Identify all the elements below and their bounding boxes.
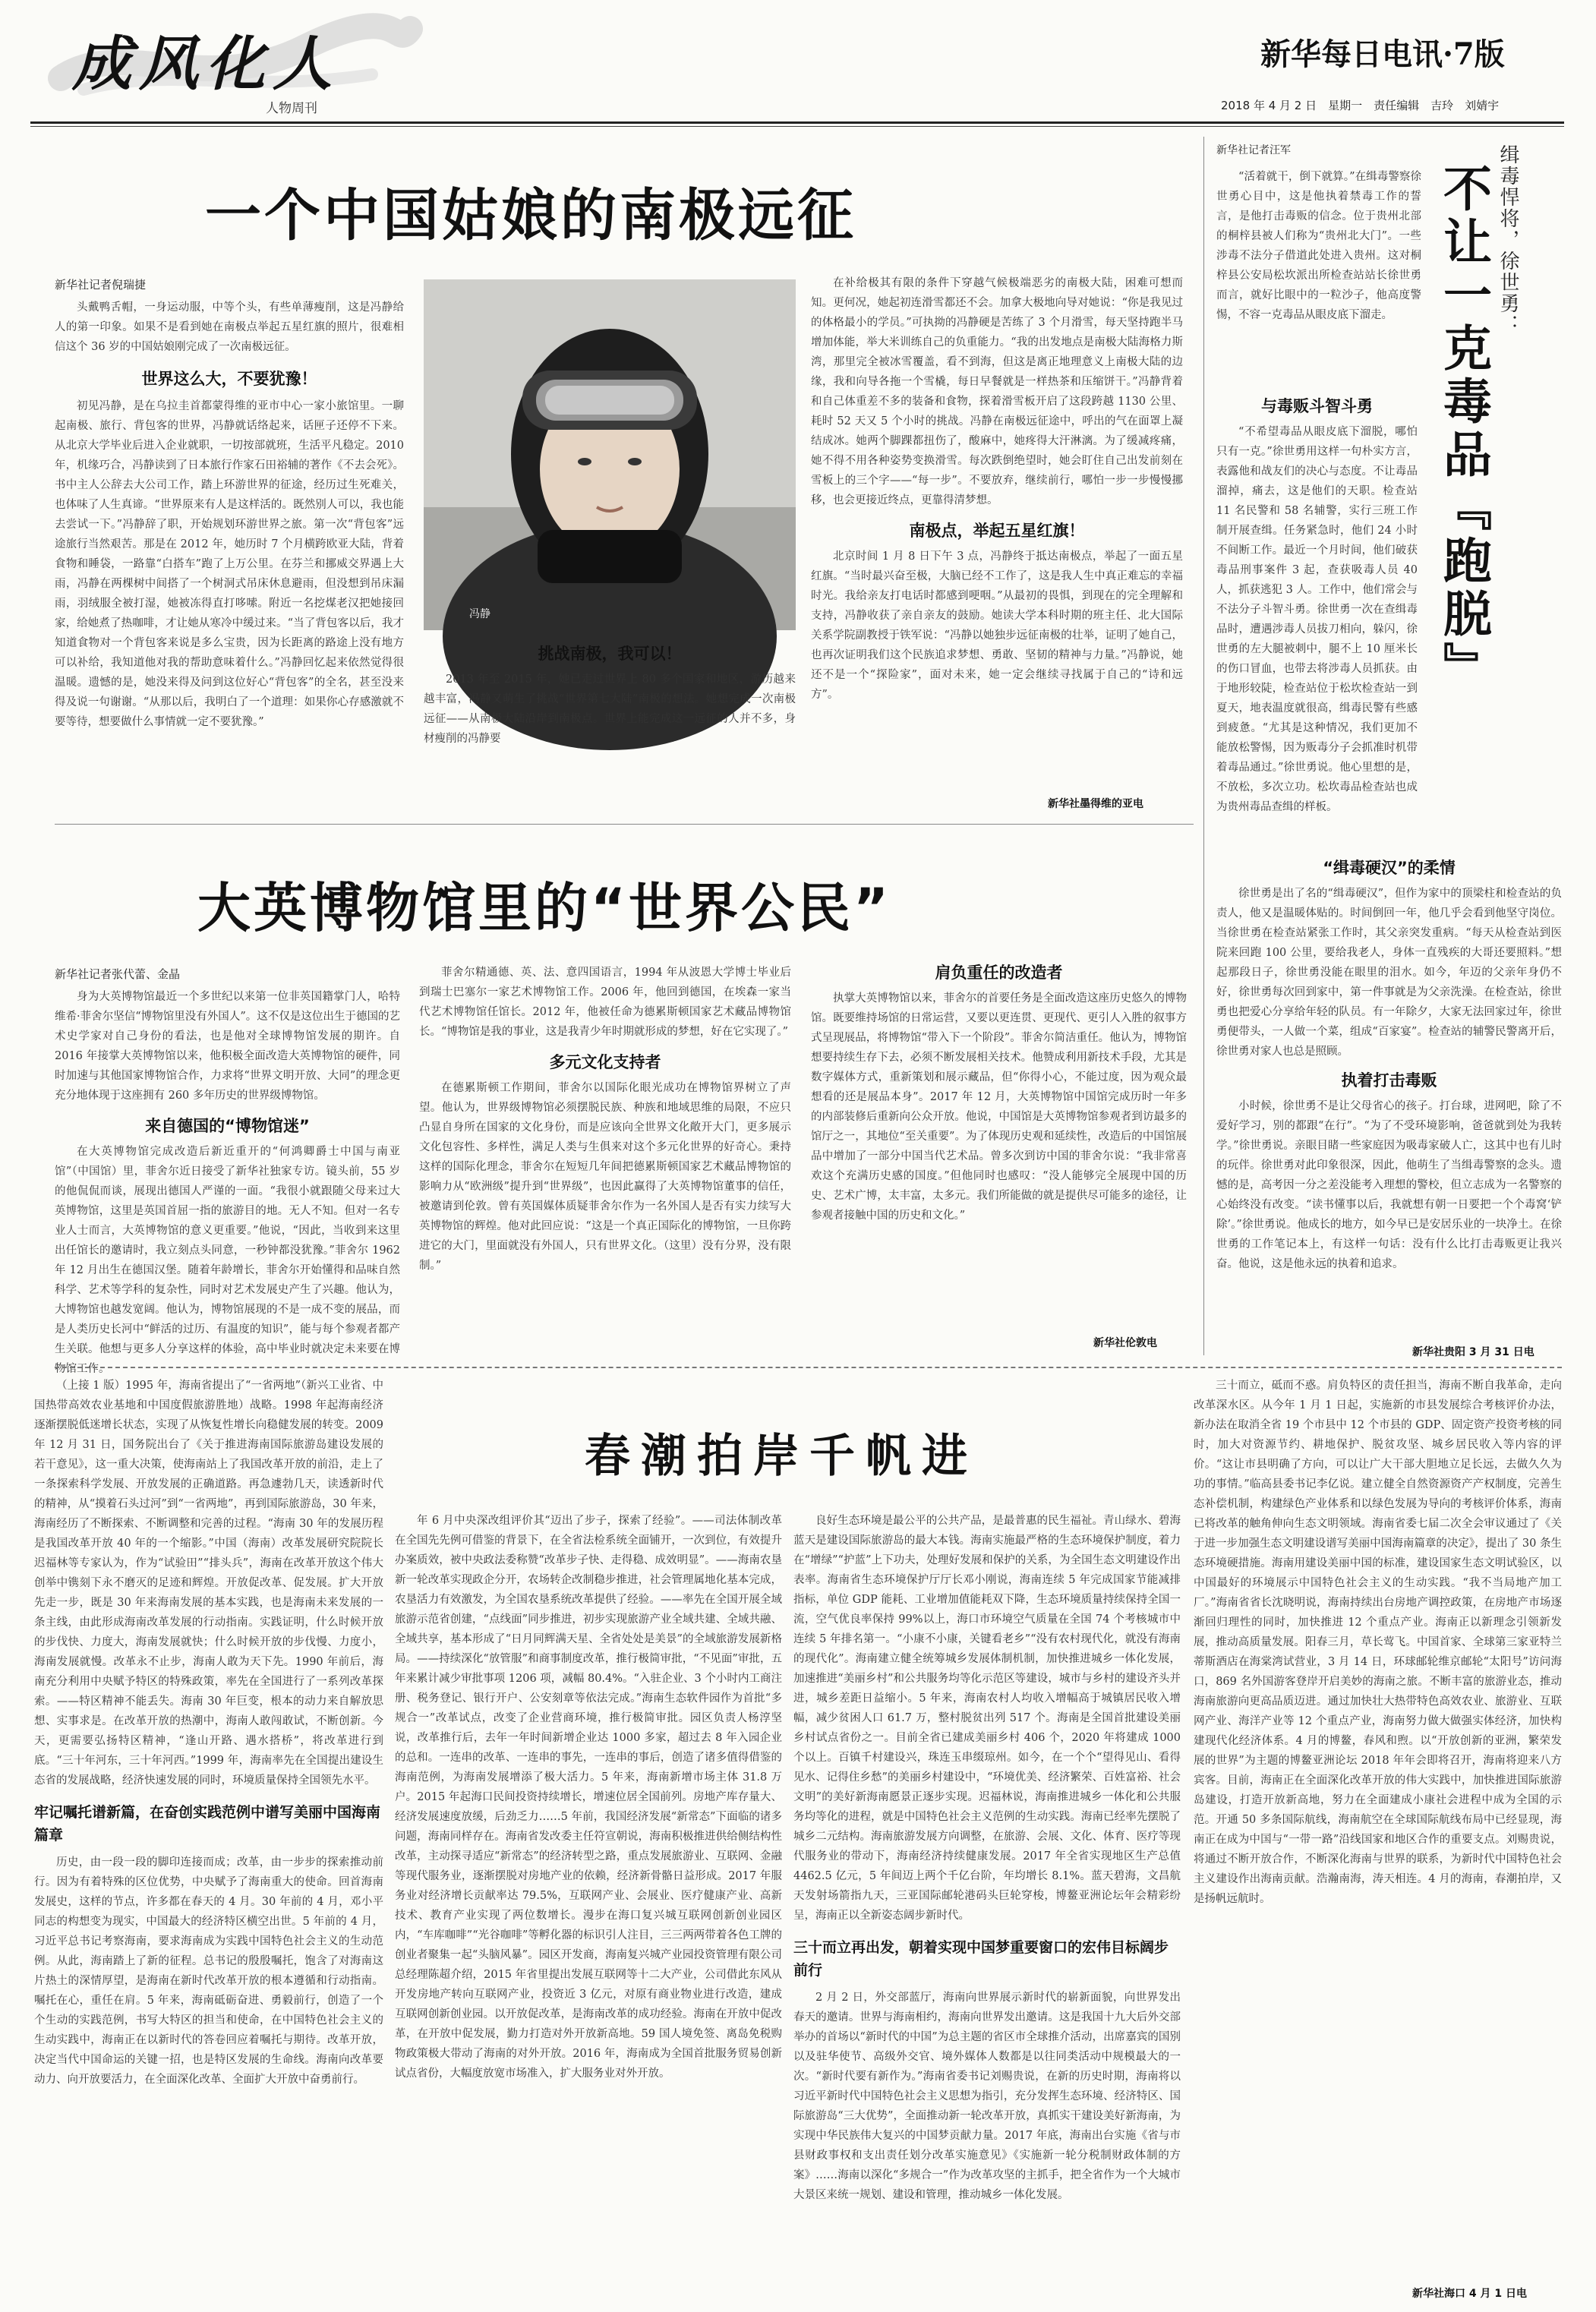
article2-lead: “活着就干，倒下就算。”在缉毒警察徐世勇心目中，这是他执着禁毒工作的誓言，是他打击毒贩的信念。位于贵州北部的桐梓县被人们称为“贵州北大门”。一些涉毒不法分子借道此处进入贵州。这对桐梓县公安局松坎派出所检查站站长徐世勇而言，就好比眼中的一粒沙子，他高度警惕，不容一克毒品从眼皮底下溜走。 [1216,171,1421,321]
article4-col1 [395,1511,782,2283]
article3-byline: 新华社记者张代蕾、金晶 [55,967,181,981]
article1-lead: 头戴鸭舌帽，一身运动服，中等个头，有些单薄瘦削，这是冯静给人的第一印象。如果不是看到她在南极点举起五星红旗的照片，很难相信这个 36 岁的中国姑娘刚完成了一次南极远征。 [55,301,404,353]
article4-title: 春潮拍岸千帆进 [585,1430,978,1483]
article3-col1-body: 在大英博物馆完成改造后新近重开的“何鸿卿爵士中国与南亚馆”（中国馆）里，菲舍尔近日接受了新华社独家专访。镜头前，55 岁的他侃侃而谈，展现出德国人严谨的一面。“我很小就跟随父母来过大英博物馆，这里是英国首屈一指的旅游目的地。无人不知。但对一名专业人士而言，大英博物馆的意义更重要。”他说，“因此，当收到来这里出任馆长的邀请时，我立刻点头同意，一秒钟都没犹豫。”菲舍尔 1962 年 12 月出生在德国汉堡。随着年龄增长，菲舍尔开始懂得和品味自然科学、艺术等学科的复杂性，同时对艺术发展史产生了兴趣。他认为，大博物馆也越发宽阔。他认为，博物馆展现的不是一成不变的展品，而是人类历史长河中“鲜活的过历、有温度的知识”，能与每个参观者都产生关联。他想与更多人分享这样的体验，高中毕业时就决定未来要在博物馆工作。 [55,1146,400,1375]
article1-col1-body: 初见冯静，是在乌拉圭首都蒙得维的亚市中心一家小旅馆里。一聊起南极、旅行、背包客的世界，冯静就话络起来，话匣子还停不下来。从北京大学毕业后进入企业就职，一切按部就班，生活平凡稳定。2010 年，机缘巧合，冯静读到了日本旅行作家石田裕辅的著作《不去会死》。书中主人公辞去大公司工作，踏上环游世界的征途，经历过生死难关，也体味了人生真谛。“世界原来有人是这样活的。既然别人可以，我也能去尝试一下。”冯静辞了职，开始规划环游世界之旅。第一次“背包客”远途旅行当然艰苦。那是在 2012 年，她历时 7 个月横跨欧亚大陆，背着食物和睡袋，一路靠“白搭车”跑了上万公里。在芬兰和挪威交界遇上大雨，冯静在两棵树中间搭了一个树洞式吊床休息避雨，但没想到吊床漏雨，羽绒服全被打湿，她被冻得直打哆嗦。附近一名挖煤老汉把她接回家，给她煮了热咖啡，才让她从寒冷中缓过来。“当了背包客以后，我才知道食物对一个背包客来说是多么宝贵，因为长距离的路途上没有地方可以补给，我知道他对我的帮助意味着什么。”冯静回忆起来依然觉得很温暖。遗憾的是，她没来得及问到这位好心“背包客”的全名，甚至没来得及说一句谢谢。“从那以后，我明白了一个道理：如果你心存感激就不要等待，想要做什么事情就一定不要犹豫。” [55,400,404,728]
right-column-divider [1203,137,1204,1355]
column-subtitle: 人物周刊 [266,101,317,116]
date-line: 2018 年 4 月 2 日 星期一 责任编辑 吉玲 刘婧宇 [1221,99,1500,112]
article2-col2-body: “不希望毒品从眼皮底下溜脱，哪怕只有一克。”徐世勇用这样一句朴实方言，表露他和战友们的决心与态度。不让毒品溜掉，痛去，这是他们的天职。检查站 11 名民警和 58 名辅警，实行三班工作制开展查缉。任务紧急时，他们 24 小时不间断工作。最近一个月时间，他们破获毒品刑事案件 3 起，查获吸毒人员 40 人，抓获逃犯 3 人。工作中，他们常会与不法分子斗智斗勇。徐世勇一次在查缉毒品时，遭遇涉毒人员拔刀相向，躲闪，徐世勇的左大腿被刺中，腿不上 10 厘米长的伤口冒血，也带去将涉毒人员抓获。由于地形较陡，检查站位于松坎检查站一到夏天，地表温度就很高，缉毒民警有些感到疲惫。“尤其是这种情况，我们更加不能放松警惕，因为贩毒分子会抓准时机带着毒品通过。”徐世勇说。他心里想的是，不放松，多次立功。松坎毒品检查站也成为贵州毒品查缉的样板。 [1216,426,1418,813]
article4-credit: 新华社海口 4 月 1 日电 [1412,2288,1527,2300]
article1-subhead-2: 挑战南极，我可以！ [538,645,682,663]
article2-col3 [1216,858,1562,1341]
article1-subhead-3: 南极点，举起五星红旗！ [909,522,1085,540]
masthead-rule [30,121,1564,124]
article3-col3 [811,963,1187,1333]
article2-vertical-kicker: 缉毒悍将，徐世勇： [1497,144,1519,336]
column-title: 成风化人 [72,30,340,99]
article2-col3-body: 徐世勇是出了名的“缉毒硬汉”，但作为家中的顶梁柱和检查站的负责人，他又是温暖体贴的。时间倒回一年，他几乎会看到他坚守岗位。当徐世勇在检查站紧张工作时，其父亲突发重病。“每天从检查站到医院来回跑 100 公里，要给我老人，身体一直残疾的大哥还要照料。”想起那段日子，徐世勇没能在眼里的泪水。如今，年迈的父亲年身仍不好，徐世勇每次回到家中，第一件事就是为父亲洗澡。在检查站，徐世勇也把爱心分享给年轻的队员。有一年除夕，大家无法回家过年，徐世勇便带头，一人做一个菜，组成“百家宴”。检查站的辅警民警离开后，徐世勇对家人也总是照顾。 [1216,888,1562,1058]
article1-byline: 新华社记者倪瑞捷 [55,278,147,292]
article3-title: 大英博物馆里的“世界公民” [197,877,892,939]
article4-subhead-1: 牢记嘱托谱新篇，在奋创实践范例中谱写美丽中国海南篇章 [34,1804,381,1844]
article1-col3-body-b: 北京时间 1 月 8 日下午 3 点，冯静终于抵达南极点，举起了一面五星红旗。“当时最兴奋至极，大脑已经不工作了，这是我人生中真正难忘的幸福时光。我给亲友打电话时都感到哽咽。”从最初的畏惧，到现在的完全理解和支持，冯静收获了亲自亲友的鼓励。她读大学本科时期的班主任、北大国际关系学院副教授于铁军说：“冯静以她独步远征南极的壮举，证明了她自己，也再次证明我们这个民族追求梦想、勇敢、坚韧的精神与力量。”冯静说，她还不是一个“探险家”，面对未来，她一定会继续寻找属于自己的“诗和远方”。 [811,550,1183,701]
article4-col2 [793,1511,1181,2283]
article1-subhead-1: 世界这么大，不要犹豫！ [141,370,317,388]
article2-col2 [1216,396,1418,852]
article1-col1 [55,298,404,746]
article3-col2-body-b: 在德累斯顿工作期间，菲舍尔以国际化眼光成功在博物馆界树立了声望。他认为，世界级博物馆必须摆脱民族、种族和地域思维的局限，不应只凸显自身所在国家的文化身份，而是应该向全世界文化敞开大门，更多展示文化包容性、多样性，满足人类与生俱来对这个多元化世界的好奇心。秉持这样的国际化理念，菲舍尔在短短几年间把德累斯顿国家艺术藏品博物馆的影响力从“欧洲级”提升到“世界级”，也因此赢得了大英博物馆董事的信任，被邀请到伦敦。曾有英国媒体质疑菲舍尔作为一名外国人是否有实力续写大英博物馆的辉煌。他对此回应说：“这是一个真正国际化的博物馆，一旦你跨进它的大门，里面就没有外国人，只有世界文化。（这里）没有分界，没有限制。” [419,1082,791,1272]
article2-col1 [1216,167,1421,395]
article4-col0 [34,1376,383,2283]
masthead [0,0,1596,133]
article1-credit: 新华社墨得维的亚电 [1048,798,1143,810]
article2-byline: 新华社记者汪军 [1216,144,1291,156]
paper-title: 新华每日电讯·7版 [1260,36,1505,72]
article1-photo [424,279,796,630]
article4-col3-body: 三十而立，砥而不惑。肩负特区的责任担当，海南不断自我革命，走向改革深水区。从今年 1 月 1 日起，实施新的市县发展综合考核评价办法，新办法在取消全省 19 个市县中 12 个市县的 GDP、固定资产投资考核的同时，加大对资源节约、耕地保护、脱贫攻坚、城乡居民收入等内容的评价。“这让市县明确了方向，可以让广大干部大胆地立足长远，去做久久为功的事情。”临高县委书记李亿说。建立健全自然资源资产产权制度，完善生态补偿机制，构建绿色产业体系和以绿色发展为导向的考核评价体系，海南已将改革的触角伸向生态文明领域。海南省委七届二次全会审议通过了《关于进一步加强生态文明建设谱写美丽中国海南篇章的决定》，提出了 30 条生态环境硬措施。海南用建设美丽中国的标准，建设国家生态文明试验区，以中国最好的环境展示中国特色社会主义的生动实践。“我不当局地产加工厂。”海南省省长沈晓明说，海南持续出台房地产调控政策，在房地产市场逐渐回归理性的同时，加快推进 12 个重点产业。海南正以新理念引领新发展，推动高质量发展。阳春三月，草长莺飞。中国首家、全球第三家亚特兰蒂斯酒店在海棠湾试营业，3 月 14 日，环球邮轮维京邮轮“太阳号”访问海口，869 名外国游客登岸开启美妙的海南之旅。不断丰富的旅游业态，推动海南旅游向更高品质迈进。通过加快壮大热带特色高效农业、旅游业、互联网产业、海洋产业等 12 个重点产业，海南努力做大做强实体经济，加快构建现代化经济体系。4 月的博鳌，春风和煦。以“开放创新的亚洲，繁荣发展的世界”为主题的博鳌亚洲论坛 2018 年年会即将召开，海南将迎来八方宾客。目前，海南正在全面深化改革开放的伟大实践中，加快推进国际旅游岛建设，打造开放新高地，努力在全面建成小康社会进程中成为全国的示范。开通 50 多条国际航线，海南航空在全球国际航线布局中已经显现，海南正在成为中国与“一带一路”沿线国家和地区合作的重要支点。刘赐贵说，将通过不断开放合作，不断深化海南与世界的联系，为新时代中国特色社会主义建设作出海南贡献。浩瀚南海，涛天相连。4 月的海南，春潮拍岸，又是扬帆远航时。 [1194,1380,1562,1905]
article1-col3 [811,273,1183,790]
article4-lead: （上接 1 版）1995 年，海南省提出了“一省两地”（新兴工业省、中国热带高效农业基地和中国度假旅游胜地）战略。1998 年起海南经济逐渐摆脱低迷增长状态，实现了从恢复性增长向稳健发展的转变。2009 年 12 月 31 日，国务院出台了《关于推进海南国际旅游岛建设发展的若干意见》，这一重大决策，使海南站上了我国改革开放的前沿，走上了一条探索科学发展、开放发展的正确道路。再急遽勃几天，读透新时代的精神，从“摸着石头过河”到“一省两地”，再到国际旅游岛，30 年来，海南经历了不断探索、不断调整和完善的过程。“海南 30 年的发展历程是我国改革开放 40 年的一个缩影。”中国（海南）改革发展研究院院长迟福林等专家认为，作为“试验田”“排头兵”，海南在改革开放这个伟大创举中镌刻下永不磨灭的足迹和辉煌。开放促改革、促发展。扩大开放先走一步，既是 30 年来海南发展的基本实践，也是海南未来发展的一条主线，由此形成海南改革发展的行动指南。实践证明，什么时候开放的步伐快、力度大，海南发展就快；什么时候开放的步伐慢、力度小，海南发展就慢。改革永不止步，海南人敢为天下先。1990 年前后，海南充分利用中央赋予特区的特殊政策，率先在全国进行了一系列改革探索。——特区精神不能丢失。海南 30 年巨变，根本的动力来自解放思想、实事求是。在改革开放的热潮中，海南人敢闯敢试，不断创新。今天，更需要弘扬特区精神，“逢山开路、遇水搭桥”，将改革进行到底。“三十年河东，三十年河西。”1999 年，海南率先在全国提出建设生态省的发展战略，经济快速发展的同时，环境质量保持全国领先水平。 [34,1380,383,1787]
article1-col3-body: 在补给极其有限的条件下穿越气候极端恶劣的南极大陆，困难可想而知。更何况，她起初连滑雪都还不会。加拿大极地向导对她说：“你是我见过的体格最小的学员。”可执拗的冯静硬是苦练了 3 个月滑雪，每天坚持跑半马增加体能，举大米训练自己的负重能力。“我的出发地点是南极大陆海格力斯湾，那里完全被冰雪覆盖，看不到海，但这是离正地理意义上南极大陆的边缘，我和向导各拖一个雪橇，每日早餐就是一样热茶和压缩饼干。”冯静背着和自己体重差不多的装备和食物，探着滑雪板开启了这段跨越 1130 公里、耗时 52 天又 5 个小时的挑战。冯静在南极远征途中，呼出的气在面罩上凝结成冰。她两个脚踝都扭伤了，酸麻中，她疼得大汗淋漓。为了缓减疼痛，她不得不用各种姿势变换滑雪。每次跌倒绝望时，她会盯住自己出发前刻在雪板上的三个字——“每一步”。不要放弃，继续前行，哪怕一步一步慢慢挪移，也会更接近终点，更靠得清梦想。 [811,277,1183,506]
article1-col2 [424,644,796,788]
article3-col2-body: 菲舍尔精通德、英、法、意四国语言，1994 年从波恩大学博士毕业后到瑞士巴塞尔一家艺术博物馆工作。2006 年，他回到德国，在埃森一家当代艺术博物馆任馆长。2012 年，他被任命为德累斯顿国家艺术藏品博物馆长。“博物馆是我的事业，这是我青少年时期就形成的梦想，好在它实现了。” [419,967,791,1038]
article2-col3-body-b: 小时候，徐世勇不是让父母省心的孩子。打台球，进网吧，除了不爱好学习，别的都跟“在行”。“为了不受环境影响，爸爸就到处为我转学。”徐世勇说。亲眼目睹一些家庭因为吸毒家破人亡，这其中也有儿时的玩伴。徐世勇对此印象很深，因此，他萌生了当缉毒警察的念头。遗憾的是，高考因一分之差没能考入理想的警校，但立志成为一名警察的心始终没有改变。“读书懂事以后，我就想有朝一日要把一个个毒窝‘铲除’。”徐世勇说。他成长的地方，如今早已是安居乐业的一块净土。在徐世勇的工作笔记本上，有这样一句话：没有什么比打击毒贩更让我兴奋。他说，这是他永远的执着和追求。 [1216,1100,1562,1270]
section-rule-1 [55,824,1194,825]
article4-col2-body: 良好生态环境是最公平的公共产品，是最普惠的民生福祉。青山绿水、碧海蓝天是建设国际旅游岛的最大本钱。海南实施最严格的生态环境保护制度，着力在“增绿”“护蓝”上下功夫，处理好发展和保护的关系，为全国生态文明建设作出表率。海南省生态环境保护厅厅长邓小刚说，海南连续 5 年完成国家节能减排指标，单位 GDP 能耗、工业增加值能耗双下降，生态环境质量持续保持全国一流，空气优良率保持 99%以上，海口市环境空气质量在全国 74 个考核城市中连续 5 年排名第一。“小康不小康，关键看老乡”“没有农村现代化，就没有海南的现代化”。海南建立健全统筹城乡发展体制机制，加快推进城乡一体化发展，加速推进“美丽乡村”和公共服务均等化示范区等建设，城市与乡村的建设齐头并进，城乡差距日益缩小。5 年来，海南农村人均收入增幅高于城镇居民收入增幅，减少贫困人口 61.7 万，整村脱贫出列 517 个。海南是全国首批建设美丽乡村试点省份之一。目前全省已建成美丽乡村 406 个，2020 年将建成 1000 个以上。百镇千村建设兴，珠连玉串缀琼州。如今，在一个个“望得见山、看得见水、记得住乡愁”的美丽乡村建设中，“环境优美、经济繁荣、百姓富裕、社会文明”的美好新海南愿景正逐步实现。迟福林说，海南推进城乡一体化和公共服务均等化的进程，就是中国特色社会主义范例的生动实践。海南已经率先摆脱了城乡二元结构。海南旅游发展方向调整，在旅游、会展、文化、体育、医疗等现代服务业的带动下，海南经济持续健康发展。2017 年全省实现地区生产总值 4462.5 亿元，5 年间迈上两个千亿台阶，年均增长 8.1%。蓝天碧海，文昌航天发射场箭指九天，三亚国际邮轮港码头巨轮穿梭，博鳌亚洲论坛年会精彩纷呈，海南正以全新姿态阔步新时代。 [793,1515,1181,1922]
article1-title: 一个中国姑娘的南极远征 [205,183,856,248]
article1-col2-body: 2013 年至 2015 年，她已走过世界上 80 多个国家和地区，游历越来越丰富，冯静又萌生了挑战“世界第七大陆”南极的想法。她想完成一次南极远征——从南极大陆沿岸到南极点。世界上能完成这一远征的人并不多，身材瘦削的冯静要 [424,673,796,745]
article3-col3-body: 执掌大英博物馆以来，菲舍尔的首要任务是全面改造这座历史悠久的博物馆。既要维持场馆的日常运营，又要以更连贯、更现代、更引人入胜的叙事方式呈现展品，将博物馆“带入下一个阶段”。菲舍尔简洁重任。他认为，博物馆想要持续生存下去，必须不断发展相关技术。他赞成利用新技术手段，尤其是数字媒体方式，重新策划和展示藏品，但“你得小心，不能过度，因为观众最想看的还是展品本身”。2017 年 12 月，大英博物馆中国馆完成历时一年多的内部装修后重新向公众开放。他说，中国馆是大英博物馆参观者到访最多的馆厅之一，其地位“至关重要”。为了体现历史观和延续性，改造后的中国馆展品中增加了一部分中国当代艺术品。曾多次到访中国的菲舍尔说：“我非常喜欢这个充满历史感的国度。”但他同时也感叹：“没人能够完全展现中国的历史、艺术广博，太丰富，太多元。我们所能做的就是提供尽可能多的途径，让参观者接触中国的历史和文化。” [811,992,1187,1222]
article4-col3 [1194,1376,1562,2279]
article2-vertical-title: 不让一克毒品『跑脱』 [1435,163,1492,695]
article3-credit: 新华社伦敦电 [1093,1337,1157,1349]
portrait-illustration [424,279,796,630]
article1-photo-caption: 冯静 [469,608,490,620]
article2-subhead-1: 与毒贩斗智斗勇 [1261,397,1373,415]
article3-lead: 身为大英博物馆最近一个多世纪以来第一位非英国籍掌门人，哈特维希·菲舍尔坚信“博物馆里没有外国人”。这不仅是这位出生于德国的艺术史学家对自己身份的看法，也是他对全球博物馆发展的期许。自 2016 年接掌大英博物馆以来，他积极全面改造大英博物馆的硬件，同时加速与其他国家博物馆合作，力求将“世界文明开放、大同”的理念更充分地体现于这座拥有 260 多年历史的世界级博物馆。 [55,991,400,1102]
article2-credit: 新华社贵阳 3 月 31 日电 [1412,1346,1534,1358]
article4-col0-body: 历史，由一段一段的脚印连接而成；改革，由一步步的探索推动前行。因为有着特殊的区位优势，中央赋予了海南重大的使命。回首海南发展史，这样的节点，许多都在春天的 4 月。30 年前的 4 月，邓小平同志的构想变为现实，中国最大的经济特区横空出世。5 年前的 4 月，习近平总书记考察海南，要求海南成为实践中国特色社会主义的生动范例。从此，海南踏上了新的征程。总书记的殷殷嘱托，饱含了对海南这片热土的深情厚望，是海南在新时代改革开放的根本遵循和行动指南。嘱托在心，重任在肩。5 年来，海南砥砺奋进、勇毅前行，创造了一个个生动的实践范例，书写大特区的担当和使命，在中国特色社会主义的生动实践中，海南正在以新时代的答卷回应着嘱托与期待。改革开放，决定当代中国命运的关键一招，也是特区发展的生命线。海南向改革要动力、向开放要活力，在全面深化改革、全面扩大开放中奋勇前行。 [34,1856,383,2086]
article4-col1-body: 年 6 月中央深改组评价其“迈出了步子，探索了经验”。——司法体制改革在全国先先例可借鉴的背景下，在全省法检系统全面铺开，一次到位，有效提升办案质效，被中央政法委称赞“改革步子快、走得稳、成效明显”。——海南农垦新一轮改革实现政企分开，农场转企改制稳步推进，社会管理属地化基本完成，农垦活力有效激发，为全国农垦系统改革提供了经验。——率先在全国开展全域旅游示范省创建，“点线面”同步推进，初步实现旅游产业全域共建、全域共融、全域共享，基本形成了“日月同辉满天星、全省处处是美景”的全域旅游发展新格局。——持续深化“放管服”和商事制度改革，推行极简审批，“不见面”审批，五年来累计减少审批事项 1206 项，减幅 80.4%。“入驻企业、3 个小时内工商注册、税务登记、银行开户、公安刻章等依法完成。”海南生态软件园作为首批“多规合一”改革试点，改变了企业营商环境，推行极简审批。园区负责人杨淳坚说，改革推行后，去年一年时间新增企业达 1000 多家，超过去 8 年入园企业的总和。一连串的改革、一连串的事先，一连串的事后，创造了诸多值得借鉴的海南范例，为海南发展增添了极大活力。5 年来，海南新增市场主体 31.8 万户。2015 年起海口民间投资持续增长，增速位居全国前列。房地产库存量大、经济发展速度放缓，后劲乏力……5 年前，我国经济发展“新常态”下面临的诸多问题，海南同样存在。海南省发改委主任符宣朝说，海南积极推进供给侧结构性改革，主动探寻适应“新常态”的经济转型之路，重点发展旅游业、互联网、金融等现代服务业，逐渐摆脱对房地产业的依赖，经济新骨骼日益形成。2017 年服务业对经济增长贡献率达 79.5%，互联网产业、会展业、医疗健康产业、高新技术、教育产业实现了两位数增长。漫步在海口复兴城互联网创新创业园区内，“车库咖啡”“光谷咖啡”等孵化器的标识引人注目，三三两两带着各色工牌的创业者聚集一起“头脑风暴”。园区开发商，海南复兴城产业园投资管理有限公司总经理陈超介绍，2015 年省里提出发展互联网等十二大产业，公司借此东风从开发房地产转向互联网产业，投资近 3 亿元，对原有商业物业进行改造，建成互联网创新创业园。以开放促改革，是海南改革的成功经验。海南在开放中促改革，在开放中促发展，勤力打造对外开放新高地。59 国人境免签、离岛免税购物政策极大带动了海南的对外开放。2016 年，海南成为全国首批服务贸易创新试点省份，大幅度放宽市场准入，扩大服务业对外开放。 [395,1515,782,2080]
article2-subhead-3: 执着打击毒贩 [1341,1071,1437,1090]
article3-subhead-3: 肩负重任的改造者 [935,964,1063,982]
article4-subhead-2: 三十而立再出发，朝着实现中国梦重要窗口的宏伟目标阔步前行 [793,1939,1169,1979]
section-rule-dashed [55,1367,1562,1368]
article3-col1 [55,987,400,1375]
article2-subhead-2: “缉毒硬汉”的柔情 [1323,859,1456,877]
article4-col2-body-b: 2 月 2 日，外交部蓝厅，海南向世界展示新时代的崭新面貌，向世界发出春天的邀请。世界与海南相约，海南向世界发出邀请。这是我国十九大后外交部举办的首场以“新时代的中国”为总主题的省区市全球推介活动，出席嘉宾的国别以及驻华使节、高级外交官、境外媒体人数都是以往同类活动中规模最大的一次。“新时代要有新作为。”海南省委书记刘赐贵说，在新的历史时期，海南将以习近平新时代中国特色社会主义思想为指引，充分发挥生态环境、经济特区、国际旅游岛“三大优势”，全面推动新一轮改革开放，真抓实干建设美好新海南，为实现中华民族伟大复兴的中国梦贡献力量。2017 年底，海南出台实施《省与市县财政事权和支出责任划分改革实施意见》《实施新一轮分税制财政体制的方案》……海南以深化“多规合一”作为改革攻坚的主抓手，把全省作为一个大城市大景区来统一规划、建设和管理，推动城乡一体化发展。 [793,1992,1181,2201]
article3-subhead-2: 多元文化支持者 [549,1053,661,1071]
article3-col2 [419,963,791,1352]
article3-subhead-1: 来自德国的“博物馆迷” [145,1117,310,1135]
masthead-rule-thin [30,126,1564,127]
